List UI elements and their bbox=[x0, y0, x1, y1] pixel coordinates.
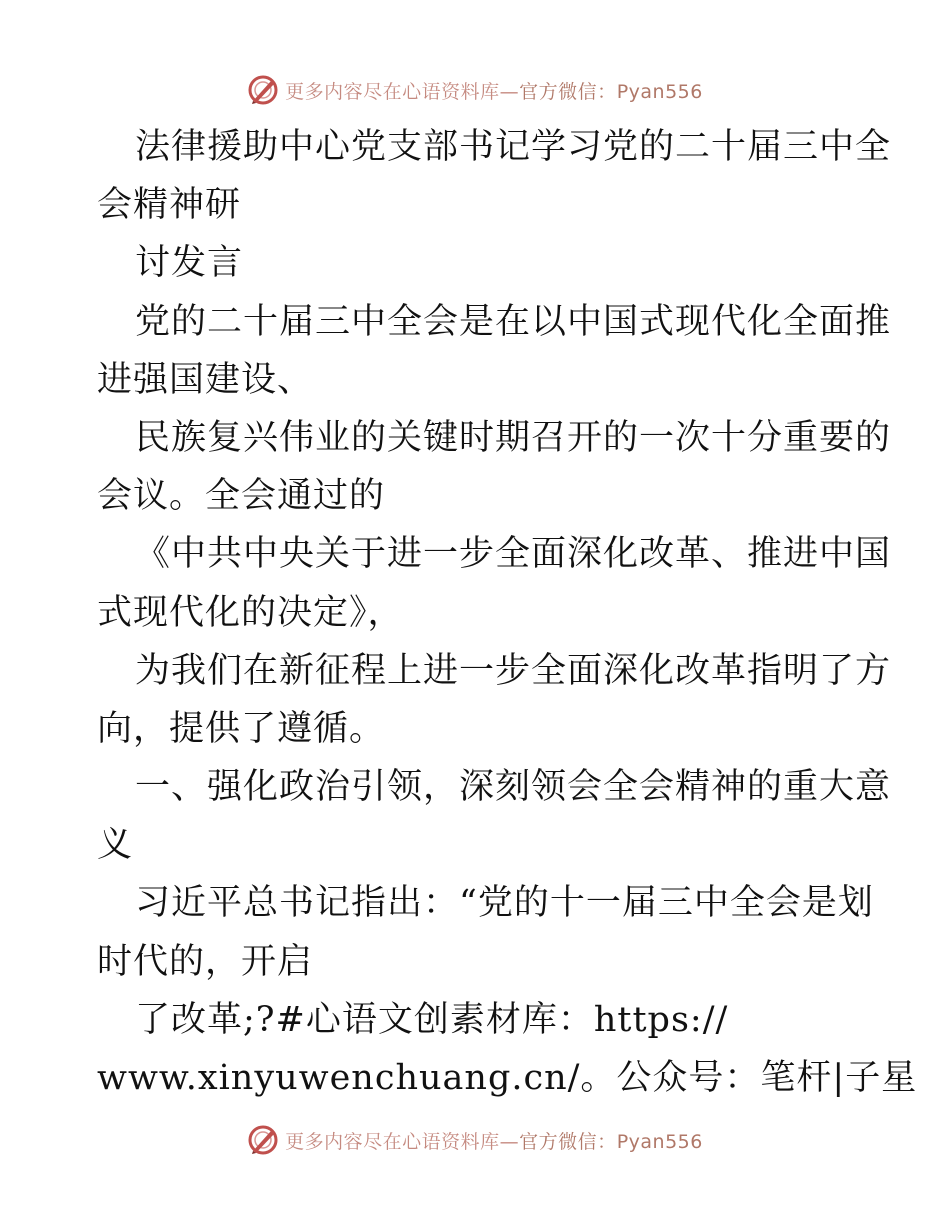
banner-wechat-label: 官方微信： bbox=[519, 80, 617, 103]
banner-prefix: 更多内容尽在心语资料库— bbox=[285, 80, 520, 103]
pen-logo-icon bbox=[247, 1124, 279, 1156]
banner-wechat-label: 官方微信： bbox=[519, 1130, 617, 1153]
banner-prefix: 更多内容尽在心语资料库— bbox=[285, 1130, 520, 1153]
banner-text bbox=[285, 77, 703, 104]
section-heading-line: 一、强化政治引领，深刻领会全会精神的重大意 bbox=[135, 767, 892, 808]
text-line: 为我们在新征程上进一步全面深化改革指明了方 bbox=[135, 650, 892, 691]
text-line: 会议。全会通过的 bbox=[97, 476, 386, 517]
text-line: www.xinyuwenchuang.cn/。公众号：笔杆|子星 bbox=[97, 1058, 918, 1098]
header-watermark-banner bbox=[0, 70, 950, 110]
banner-wechat-id: Pyan556 bbox=[616, 1130, 703, 1153]
text-line: 讨发言 bbox=[135, 243, 244, 284]
text-line: 《中共中央关于进一步全面深化改革、推进中国 bbox=[135, 534, 892, 575]
banner-text bbox=[285, 1127, 703, 1154]
text-line: 了改革;?#心语文创素材库：https:// bbox=[135, 999, 729, 1040]
text-line: 向，提供了遵循。 bbox=[97, 708, 386, 749]
text-line: 党的二十届三中全会是在以中国式现代化全面推 bbox=[135, 301, 892, 342]
banner-wechat-id: Pyan556 bbox=[616, 80, 703, 103]
pen-logo-icon bbox=[247, 74, 279, 106]
text-line: 时代的，开启 bbox=[97, 941, 314, 982]
text-line: 进强国建设、 bbox=[97, 359, 314, 400]
text-line: 习近平总书记指出：“党的十一届三中全会是划 bbox=[135, 883, 874, 924]
text-line: 式现代化的决定》， bbox=[97, 592, 404, 633]
text-line: 会精神研 bbox=[97, 185, 242, 226]
text-line: 民族复兴伟业的关键时期召开的一次十分重要的 bbox=[135, 417, 892, 458]
document-body bbox=[97, 118, 918, 1107]
section-heading-line: 义 bbox=[97, 825, 134, 866]
footer-watermark-banner bbox=[0, 1120, 950, 1160]
text-line: 法律援助中心党支部书记学习党的二十届三中全 bbox=[135, 127, 892, 167]
